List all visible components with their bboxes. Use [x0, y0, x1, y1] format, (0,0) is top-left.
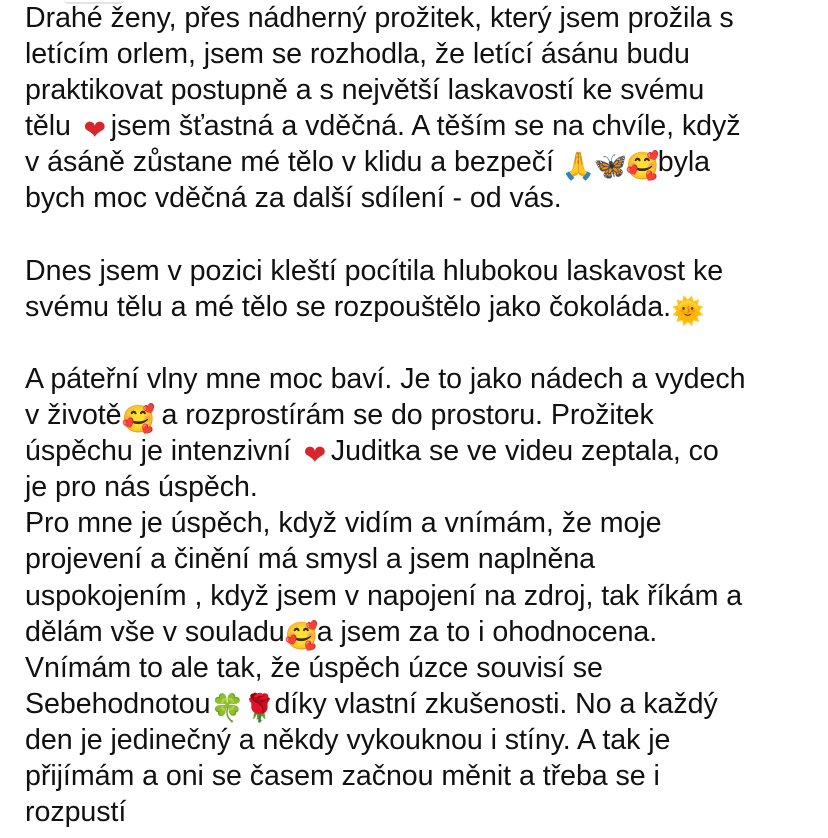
text-line: den je jedinečný a někdy vykouknou i stíny. A tak je [25, 723, 671, 756]
text-segment: tělu [25, 110, 79, 143]
text-segment: Sebehodnotou [25, 687, 211, 720]
text-line [25, 686, 815, 722]
post-text [25, 0, 815, 830]
text-line [25, 108, 815, 147]
text-line: praktikovat postupně a s největší laskavostí ke svému [25, 74, 705, 107]
text-segment: Juditka se ve videu zeptala, co [330, 435, 719, 468]
text-line [25, 144, 815, 183]
text-line: je pro nás úspěch. [25, 471, 258, 504]
text-line: letícím orlem, jsem se rozhodla, že letící ásánu budu [25, 38, 690, 71]
text-segment: v životě [25, 399, 122, 432]
red-heart-icon: ❤ [303, 440, 327, 472]
text-segment: a rozprostírám se do prostoru. Prožitek [153, 399, 654, 432]
red-heart-icon: ❤ [83, 115, 107, 147]
praying-hands-icon: 🙏 [561, 151, 596, 183]
text-segment: jsem šťastná a vděčná. A těším se na chvíle, když [110, 110, 741, 143]
text-line [25, 614, 815, 650]
text-segment: svému tělu a mé tělo se rozpouštělo jako čokoláda. [25, 290, 671, 323]
text-line: projevení a činění má smysl a jsem naplněna [25, 543, 596, 576]
rose-icon: 🌹 [242, 692, 277, 724]
text-line [25, 397, 815, 436]
butterfly-icon: 🦋 [593, 151, 628, 183]
smiling-face-with-hearts-icon: 🥰 [284, 620, 319, 652]
text-line: rozpustí [25, 796, 127, 829]
text-line: Vnímám to ale tak, že úspěch úzce souvisí se [25, 651, 603, 684]
sun-with-face-icon: 🌞 [670, 295, 705, 327]
text-segment: úspěchu je intenzivní [25, 435, 299, 468]
text-line: Pro mne je úspěch, když vidím a vnímám, že moje [25, 507, 662, 540]
text-line: přijímám a oni se časem začnou měnit a třeba se i [25, 759, 660, 792]
text-segment: a jsem za to i ohodnocena. [316, 615, 658, 648]
text-line: bych moc vděčná za další sdílení - od vás. [25, 182, 562, 215]
text-line [25, 433, 815, 472]
text-line: A páteřní vlny mne moc baví. Je to jako nádech a vydech [25, 362, 746, 395]
text-segment: díky vlastní zkušenosti. No a každý [274, 687, 718, 720]
four-leaf-clover-icon: 🍀 [210, 692, 245, 724]
paragraph-gap [25, 217, 815, 253]
smiling-face-with-hearts-icon: 🥰 [121, 404, 156, 436]
text-line: Dnes jsem v pozici kleští pocítila hlubokou laskavost ke [25, 254, 724, 287]
text-segment: dělám vše v souladu [25, 615, 285, 648]
smiling-face-with-hearts-icon: 🥰 [625, 151, 660, 183]
paragraph-gap [25, 325, 815, 361]
text-line: uspokojením , když jsem v napojení na zdroj, tak říkám a [25, 579, 743, 612]
text-segment: v ásáně zůstane mé tělo v klidu a bezpečí [25, 146, 562, 179]
text-line: Drahé ženy, přes nádherný prožitek, který jsem prožila s [25, 2, 734, 34]
text-line [25, 289, 815, 325]
text-segment: byla [657, 146, 710, 179]
